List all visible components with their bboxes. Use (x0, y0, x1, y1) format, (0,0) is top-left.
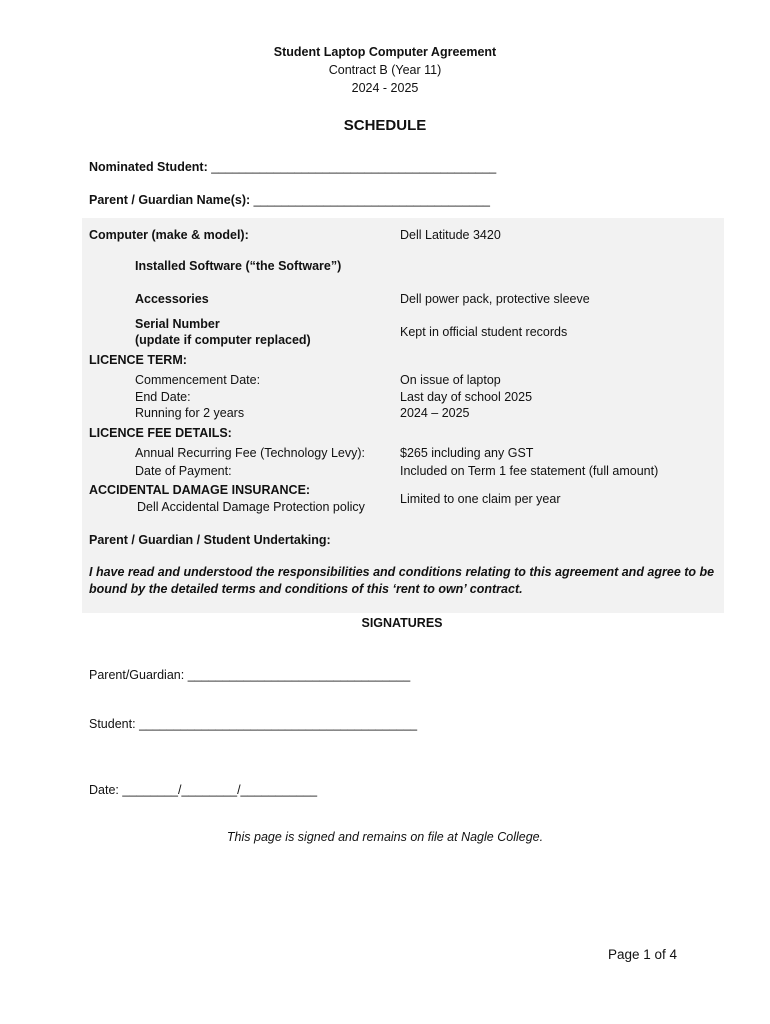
parent-signature-line: ________________________________ (187, 668, 411, 682)
student-signature-field (89, 717, 417, 731)
running-value: 2024 – 2025 (400, 406, 470, 420)
nominated-student-field (89, 160, 496, 174)
computer-label: Computer (make & model): (89, 228, 249, 242)
software-label: Installed Software (“the Software”) (135, 259, 342, 273)
running-label: Running for 2 years (135, 406, 245, 420)
parent-guardian-field (89, 193, 490, 207)
parent-guardian-label: Parent / Guardian Name(s): (89, 193, 251, 207)
accessories-label: Accessories (135, 292, 209, 306)
student-signature-label: Student: (89, 717, 136, 731)
parent-signature-label: Parent/Guardian: (89, 668, 185, 682)
date-field (89, 783, 317, 797)
insurance-heading: ACCIDENTAL DAMAGE INSURANCE: (89, 483, 311, 497)
payment-date-value: Included on Term 1 fee statement (full amount) (400, 464, 659, 478)
serial-number-sublabel: (update if computer replaced) (135, 333, 311, 347)
date-line: ________/________/___________ (122, 783, 318, 797)
insurance-value: Limited to one claim per year (400, 492, 561, 506)
undertaking-statement: I have read and understood the responsibilities and conditions relating to this agreement and agree to be bound by the detailed terms and conditions of this ‘rent to own’ contract. (89, 565, 715, 596)
parent-guardian-line: __________________________________ (253, 193, 491, 207)
end-date-label: End Date: (135, 390, 191, 404)
payment-date-label: Date of Payment: (135, 464, 232, 478)
end-date-value: Last day of school 2025 (400, 390, 533, 404)
undertaking-heading: Parent / Guardian / Student Undertaking: (89, 533, 331, 547)
signatures-heading: SIGNATURES (361, 616, 443, 630)
nominated-student-line: _________________________________________ (211, 160, 497, 174)
schedule-heading: SCHEDULE (343, 117, 427, 134)
commencement-value: On issue of laptop (400, 373, 501, 387)
computer-value: Dell Latitude 3420 (400, 228, 501, 242)
fee-label: Annual Recurring Fee (Technology Levy): (135, 446, 365, 460)
fee-value: $265 including any GST (400, 446, 534, 460)
year-range: 2024 - 2025 (351, 81, 419, 95)
accessories-value: Dell power pack, protective sleeve (400, 292, 590, 306)
document-title: Student Laptop Computer Agreement (273, 45, 497, 59)
parent-signature-field (89, 668, 410, 682)
contract-subtitle: Contract B (Year 11) (328, 63, 442, 77)
date-label: Date: (89, 783, 119, 797)
page-number: Page 1 of 4 (608, 947, 678, 962)
insurance-label: Dell Accidental Damage Protection policy (137, 500, 365, 514)
commencement-label: Commencement Date: (135, 373, 261, 387)
licence-fee-heading: LICENCE FEE DETAILS: (89, 426, 232, 440)
serial-number-label: Serial Number (135, 317, 220, 331)
licence-term-heading: LICENCE TERM: (89, 353, 187, 367)
serial-number-value: Kept in official student records (400, 325, 568, 339)
nominated-student-label: Nominated Student: (89, 160, 208, 174)
file-note: This page is signed and remains on file at Nagle College. (226, 830, 544, 844)
student-signature-line: ________________________________________ (139, 717, 418, 731)
